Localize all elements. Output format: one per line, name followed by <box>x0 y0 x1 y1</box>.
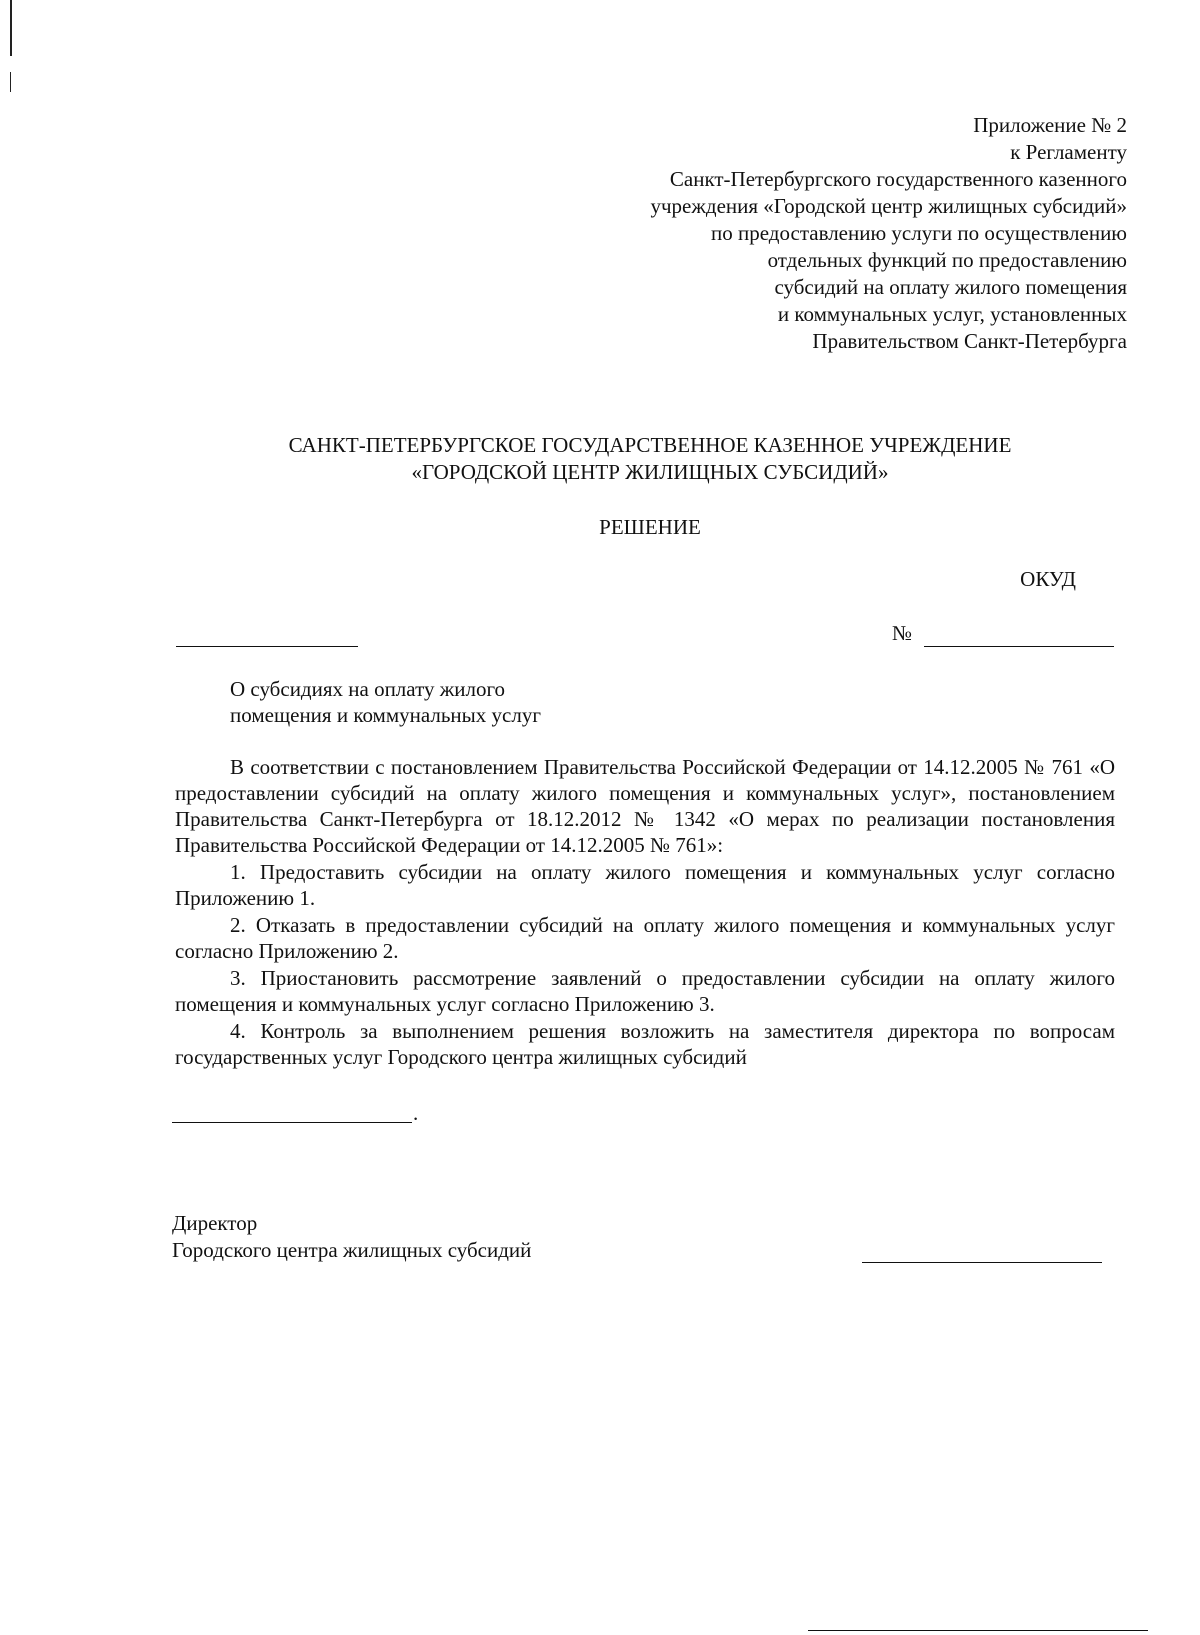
subject-line-1: О субсидиях на оплату жилого <box>230 677 506 701</box>
decision-title: РЕШЕНИЕ <box>599 515 701 539</box>
appendix-header <box>651 112 1128 355</box>
item-1-paragraph: 1. Предоставить субсидии на оплату жилого помещения и коммунальных услуг согласно Приложению 1. <box>175 860 1115 910</box>
deputy-blank-line <box>172 1122 412 1123</box>
appendix-line: субсидий на оплату жилого помещения <box>774 275 1127 299</box>
appendix-line: отдельных функций по предоставлению <box>767 248 1127 272</box>
item-3-paragraph: 3. Приостановить рассмотрение заявлений о предоставлении субсидии на оплату жилого помещения и коммунальных услуг согласно Приложению 3. <box>175 966 1115 1016</box>
signature-organization: Городского центра жилищных субсидий <box>172 1238 532 1262</box>
appendix-line: Санкт-Петербургского государственного казенного <box>669 167 1127 191</box>
appendix-line: к Регламенту <box>1010 140 1127 164</box>
item-2-paragraph: 2. Отказать в предоставлении субсидий на оплату жилого помещения и коммунальных услуг согласно Приложению 2. <box>175 913 1115 963</box>
item-4-end: . <box>413 1101 419 1125</box>
appendix-line: учреждения «Городской центр жилищных субсидий» <box>650 194 1127 218</box>
appendix-line: Приложение № 2 <box>973 113 1127 137</box>
footer-rule <box>808 1630 1148 1631</box>
number-blank-line <box>924 646 1114 647</box>
signature-block <box>172 1210 531 1264</box>
subject-line-2: помещения и коммунальных услуг <box>230 703 541 727</box>
decision-body <box>175 754 1115 1071</box>
signature-blank-line <box>862 1262 1102 1263</box>
date-blank-line <box>176 646 358 647</box>
appendix-line: по предоставлению услуги по осуществлению <box>711 221 1127 245</box>
subject-heading <box>230 676 541 728</box>
organization-title <box>0 432 1200 486</box>
organization-line-2: «ГОРОДСКОЙ ЦЕНТР ЖИЛИЩНЫХ СУБСИДИЙ» <box>411 460 889 484</box>
number-label: № <box>892 621 913 645</box>
signature-title: Директор <box>172 1211 258 1235</box>
okud-label: ОКУД <box>1020 567 1076 591</box>
preamble-paragraph: В соответствии с постановлением Правительства Российской Федерации от 14.12.2005 № 761 «О предоставлении субсидий на оплату жилого помещения и коммунальных услуг», постановлением Правительства Санкт-Петербурга от 18.12.2012 № 1342 «О мерах по реализации постановления Правительства Российской Федерации от 14.12.2005 № 761»: <box>175 755 1115 857</box>
scan-edge-mark <box>10 0 12 56</box>
appendix-line: Правительством Санкт-Петербурга <box>812 329 1127 353</box>
organization-line-1: САНКТ-ПЕТЕРБУРГСКОЕ ГОСУДАРСТВЕННОЕ КАЗЕННОЕ УЧРЕЖДЕНИЕ <box>288 433 1012 457</box>
item-4-paragraph: 4. Контроль за выполнением решения возложить на заместителя директора по вопросам государственных услуг Городского центра жилищных субсидий <box>175 1019 1115 1069</box>
scan-edge-mark <box>10 72 11 92</box>
appendix-line: и коммунальных услуг, установленных <box>777 302 1127 326</box>
